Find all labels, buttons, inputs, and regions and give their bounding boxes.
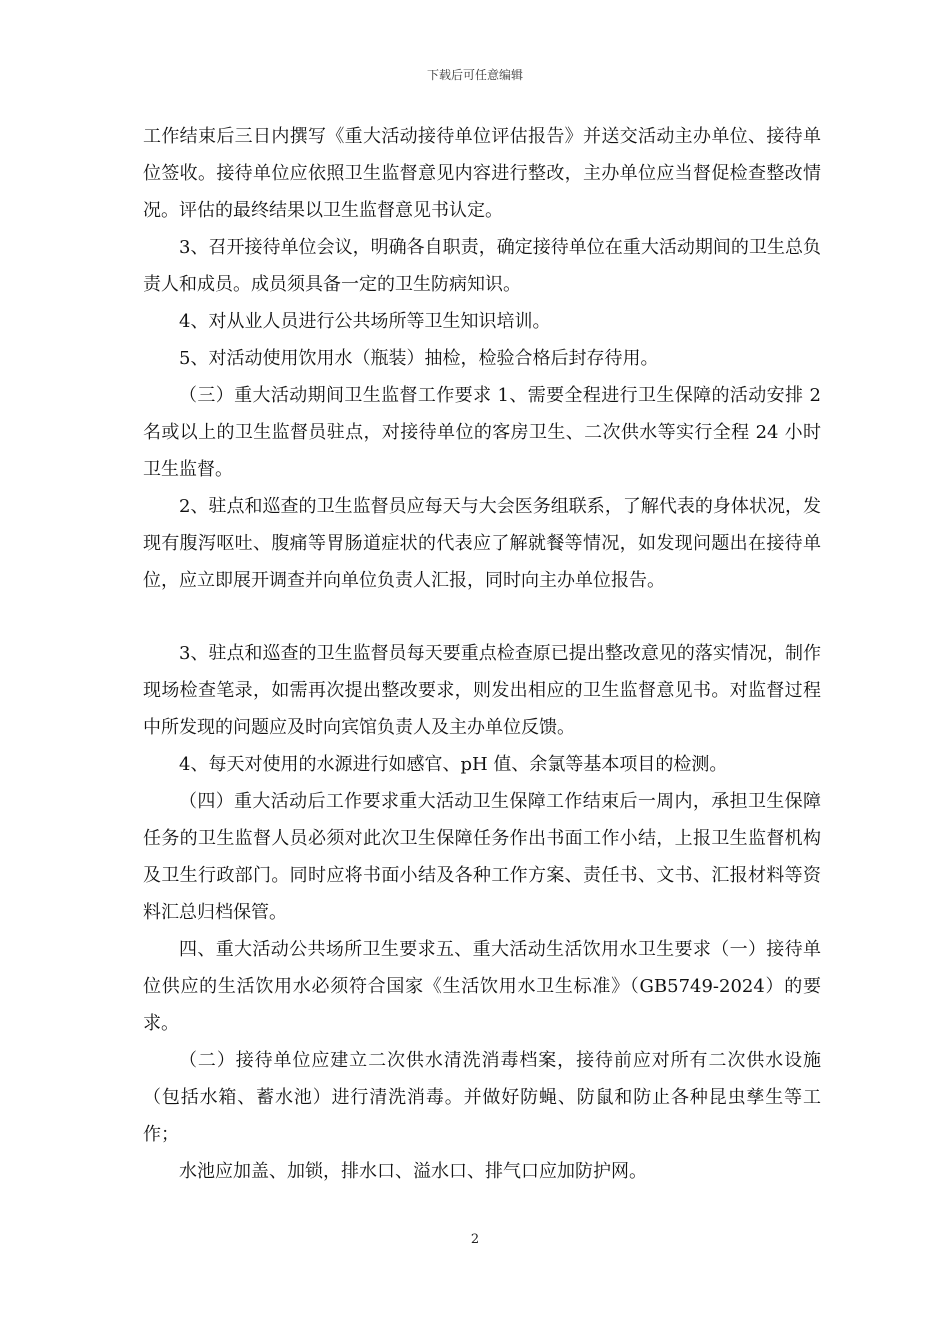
- document-body: [143, 118, 821, 1190]
- paragraph-section-drinking-water: 四、重大活动公共场所卫生要求五、重大活动生活饮用水卫生要求（一）接待单位供应的生活饮用水必须符合国家《生活饮用水卫生标准》（GB5749-2024）的要求。: [143, 939, 821, 1034]
- page-number: 2: [470, 1232, 480, 1247]
- page-header: 下载后可任意编辑: [426, 68, 523, 82]
- paragraph-item-3-inspection: 3、驻点和巡查的卫生监督员每天要重点检查原已提出整改意见的落实情况，制作现场检查笔录，如需再次提出整改要求，则发出相应的卫生监督意见书。对监督过程中所发现的问题应及时向宾馆负责人及主办单位反馈。: [143, 643, 821, 738]
- paragraph-section-4-after-event: （四）重大活动后工作要求重大活动卫生保障工作结束后一周内，承担卫生保障任务的卫生监督人员必须对此次卫生保障任务作出书面工作小结，上报卫生监督机构及卫生行政部门。同时应将书面小结及各种工作方案、责任书、文书、汇报材料等资料汇总归档保管。: [143, 791, 821, 923]
- paragraph-secondary-water-supply: （二）接待单位应建立二次供水清洗消毒档案，接待前应对所有二次供水设施（包括水箱、蓄水池）进行清洗消毒。并做好防蝇、防鼠和防止各种昆虫孳生等工作；: [143, 1050, 821, 1145]
- paragraph-item-3-meeting: 3、召开接待单位会议，明确各自职责，确定接待单位在重大活动期间的卫生总负责人和成员。成员须具备一定的卫生防病知识。: [143, 237, 821, 295]
- paragraph-item-5-water-sampling: 5、对活动使用饮用水（瓶装）抽检，检验合格后封存待用。: [179, 348, 659, 369]
- paragraph-section-3-during-event: （三）重大活动期间卫生监督工作要求 1、需要全程进行卫生保障的活动安排 2 名或以上的卫生监督员驻点，对接待单位的客房卫生、二次供水等实行全程 24 小时卫生监督。: [143, 385, 821, 480]
- paragraph-spacer: [143, 599, 821, 635]
- paragraph-item-2-liaison: 2、驻点和巡查的卫生监督员应每天与大会医务组联系，了解代表的身体状况，发现有腹泻呕吐、腹痛等胃肠道症状的代表应了解就餐等情况，如发现问题出在接待单位，应立即展开调查并向单位负责人汇报，同时向主办单位报告。: [143, 496, 821, 591]
- paragraph-item-4-water-testing: 4、每天对使用的水源进行如感官、pH 值、余氯等基本项目的检测。: [179, 754, 728, 775]
- paragraph-evaluation-report: 工作结束后三日内撰写《重大活动接待单位评估报告》并送交活动主办单位、接待单位签收。接待单位应依照卫生监督意见内容进行整改，主办单位应当督促检查整改情况。评估的最终结果以卫生监督意见书认定。: [143, 126, 821, 221]
- paragraph-water-tank-protection: 水池应加盖、加锁，排水口、溢水口、排气口应加防护网。: [179, 1161, 647, 1182]
- paragraph-item-4-training: 4、对从业人员进行公共场所等卫生知识培训。: [179, 311, 551, 332]
